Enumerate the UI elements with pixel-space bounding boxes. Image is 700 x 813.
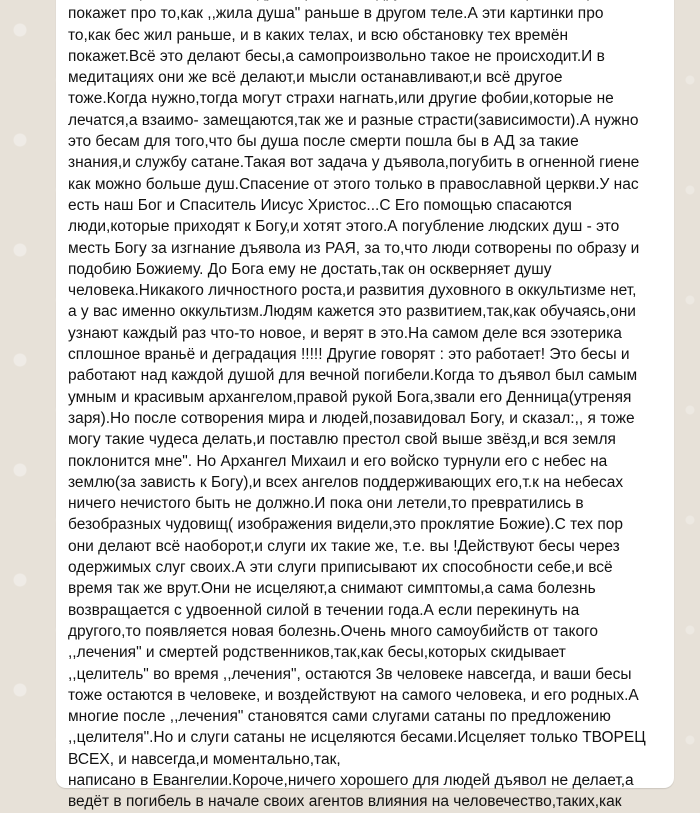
message-line: покажет.Всё это делают бесы,а самопроизвольно такое не происходит.И в [68,47,605,65]
message-line: как можно больше душ.Спасение от этого только в православной церкви.У нас [68,175,639,193]
message-line: поклонится мне". Но Архангел Михаил и его войско турнули его с небес на [68,452,608,470]
message-line: лечатся,а взаимо- замещаются,так же и разные страсти(зависимости).А нужно [68,111,639,129]
message-line: ВСЕХ, и навсегда,и моментально,так, [68,750,341,768]
message-line: землю(за зависть к Богу),и всех ангелов поддерживающих его,т.к на небесах [68,473,624,491]
message-line: ,,целитель" во время ,,лечения", остаются 3в человеке навсегда, и ваши бесы [68,665,632,683]
message-line: одержимых слуг своих.А эти слуги приписывают их способности себе,и всё [68,559,613,577]
message-line: подобию Божиему. До Бога ему не достать,так он оскверняет душу [68,260,552,278]
message-line: время так же врут.Они не исцеляют,а снимают симптомы,а сама болезнь [68,580,596,598]
message-line: безобразных чудовищ( изображения видели,это проклятие Божие).С тех пор [68,516,623,534]
message-line: люди,которые приходят к Богу,и хотят этого.А погубление людских душ - это [68,218,620,236]
message-line: написано в Евангелии.Короче,ничего хорошего для людей дъявол не делает,а [68,771,634,789]
message-line: возвращается с удвоенной силой в течении года.А если перекинуть на [68,601,580,619]
message-line: работают над каждой душой для вечной погибели.Когда то дъявол был самым [68,367,638,385]
message-line: ,,лечения" и смертей родственников,так,как бесы,которых скидывает [68,644,566,662]
message-text [68,0,668,813]
message-line: покажет про то,как ,,жила душа" раньше в другом теле.А эти картинки про [68,5,604,23]
message-line: ,,целителя".Но и слуги сатаны не исцеляются бесами.Исцеляет только ТВОРЕЦ [68,729,646,747]
message-line: многие после ,,лечения" становятся сами слугами сатаны по предложению [68,708,611,726]
message-line: другого,то появляется новая болезнь.Очень много самоубийств от такого [68,622,599,640]
message-line: ведёт в погибель в начале своих агентов влияния на человечество,таких,как [68,793,622,811]
message-line: узнают каждый раз что-то новое, и верят в это.На самом деле вся эзотерика [68,324,622,342]
message-line: сплошное враньё и деградация !!!!! Другие говорят : это работает! Это бесы и [68,346,630,364]
message-line: медитациях они же всё делают,и мысли останавливают,и всё другое [68,69,563,87]
message-line: а у вас именно оккультизм.Людям кажется это развитием,так,как обучаясь,они [68,303,636,321]
message-line: умным и красивым архангелом,правой рукой Бога,звали его Денница(утреняя [68,388,632,406]
message-line: тоже.Когда нужно,тогда могут страхи нагнать,или другие фобии,которые не [68,90,614,108]
message-line: знания,и службу сатане.Такая вот задача у дъявола,погубить в огненной гиене [68,154,640,172]
message-line: могу такие чудеса делать,и поставлю престол свой выше звёзд,и вся земля [68,431,616,449]
message-line: это бесам для того,что бы душа после смерти пошла бы в АД за такие [68,133,579,151]
message-line: человека.Никакого личностного роста,и развития духовного в оккультизме нет, [68,282,637,300]
message-line: ничего нечистого быть не должно.И пока они летели,то превратились в [68,495,584,513]
message-line: заря).Но после сотворения мира и людей,позавидовал Богу, и сказал:,, я тоже [68,409,635,427]
message-line: они делают всё наоборот,и слуги их такие же, т.е. вы !Действуют бесы через [68,537,620,555]
message-line: тоже остаются в человеке, и воздействуют на самого человека, и его родных.А [68,686,639,704]
message-line: есть наш Бог и Спаситель Иисус Христос...С Его помощью спасаются [68,196,572,214]
message-bubble[interactable] [56,0,674,811]
message-line: месть Богу за изгнание дъявола из РАЯ, за то,что люди сотворены по образу и [68,239,640,257]
message-line: то,как бес жил раньше, и в каких телах, и всю обстановку тех времён [68,26,569,44]
